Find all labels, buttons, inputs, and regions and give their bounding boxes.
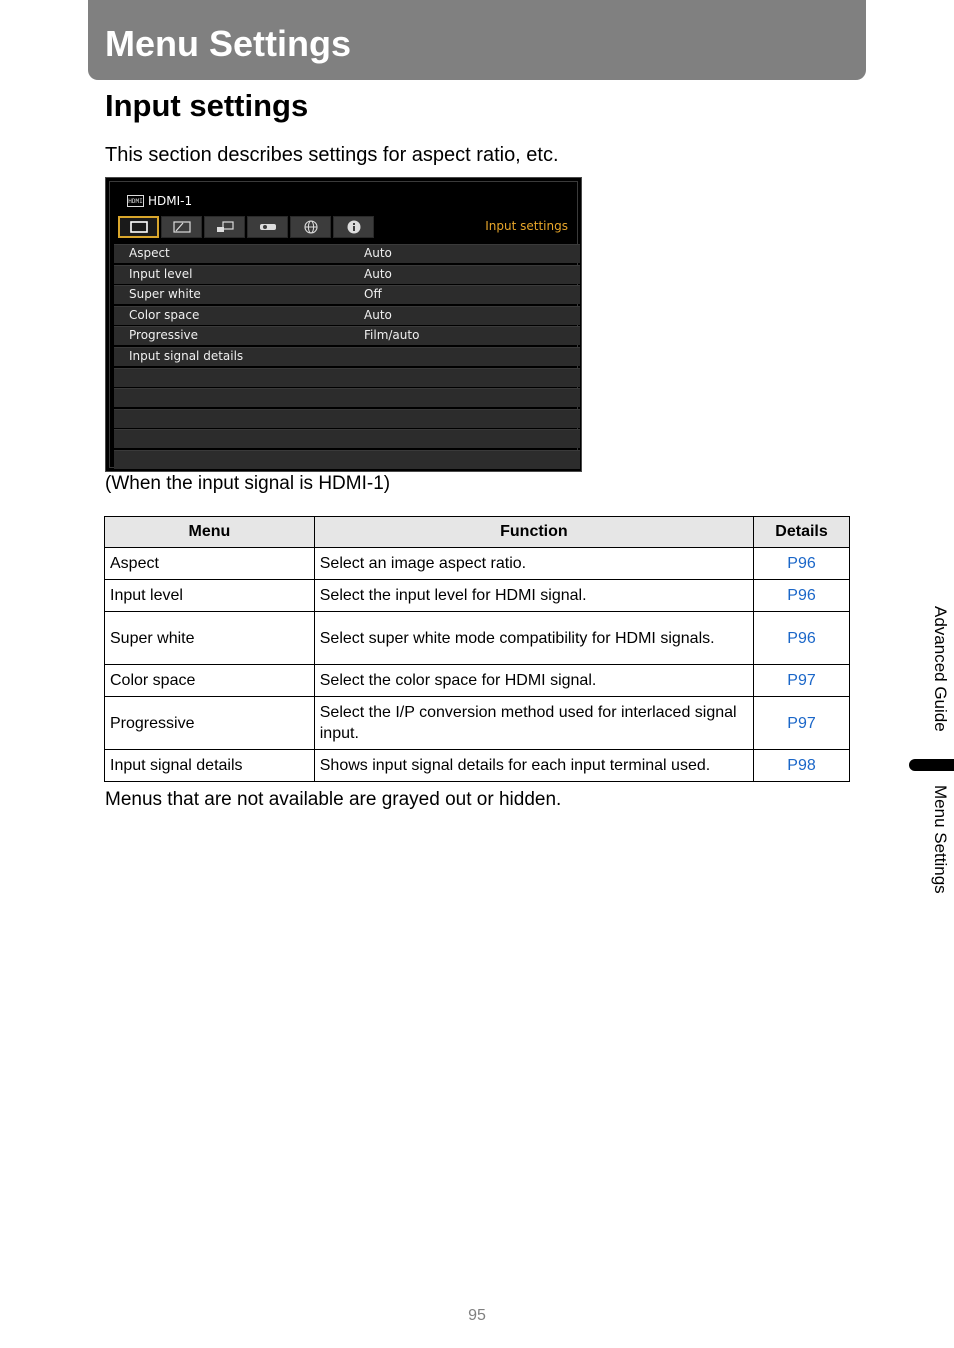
chapter-title: Menu Settings (105, 23, 352, 64)
details-link[interactable]: P97 (754, 665, 850, 697)
settings-table (104, 516, 850, 782)
function-cell: Select the I/P conversion method used for interlaced signal input. (314, 697, 753, 750)
menu-row-empty (114, 368, 580, 387)
column-header-menu: Menu (105, 517, 315, 548)
menu-row-value: Auto (364, 266, 392, 281)
screen-icon (130, 221, 148, 233)
side-tab-marker (909, 759, 954, 771)
info-tab[interactable] (333, 216, 374, 238)
menu-cell: Aspect (105, 548, 315, 580)
menu-row-value: Auto (364, 307, 392, 322)
menu-row-label: Color space (129, 307, 200, 322)
hdmi-icon: HDMI (127, 195, 144, 207)
info-icon (347, 220, 361, 234)
side-tab-advanced-guide[interactable]: Advanced Guide (931, 606, 950, 732)
screen-frame (109, 181, 578, 468)
menu-row-empty (114, 388, 580, 407)
function-cell: Select the color space for HDMI signal. (314, 665, 753, 697)
adjust-tab[interactable] (161, 216, 202, 238)
page-number: 95 (468, 1307, 486, 1324)
image-tab[interactable] (118, 216, 159, 238)
details-link[interactable]: P97 (754, 697, 850, 750)
menu-tab-bar (118, 216, 374, 238)
section-title: Input settings (105, 88, 309, 123)
table-row (105, 665, 850, 697)
menu-row-label: Progressive (129, 328, 199, 343)
install-tab[interactable] (204, 216, 245, 238)
section-intro: This section describes settings for aspect ratio, etc. (105, 144, 559, 166)
projector-icon (259, 221, 277, 233)
menu-row-label: Input signal details (129, 348, 244, 363)
header-bar (88, 0, 866, 80)
menu-row-color-space[interactable] (114, 306, 580, 325)
image-adjust-icon (173, 221, 191, 233)
menu-row-empty (114, 409, 580, 428)
function-cell: Select an image aspect ratio. (314, 548, 753, 580)
menu-cell: Input signal details (105, 750, 315, 782)
function-cell: Select super white mode compatibility for HDMI signals. (314, 612, 753, 665)
network-tab[interactable] (290, 216, 331, 238)
function-cell: Select the input level for HDMI signal. (314, 580, 753, 612)
menu-cell: Progressive (105, 697, 315, 750)
input-source-label: HDMI-1 (148, 194, 193, 208)
table-row (105, 750, 850, 782)
menu-row-input-level[interactable] (114, 265, 580, 284)
menu-row-value: Off (364, 287, 382, 302)
menu-row-empty (114, 429, 580, 448)
projector-screen-icon (216, 221, 234, 233)
menu-row-super-white[interactable] (114, 285, 580, 304)
input-source-indicator (127, 193, 192, 209)
details-link[interactable]: P96 (754, 548, 850, 580)
menu-row-label: Super white (129, 287, 201, 302)
table-row (105, 697, 850, 750)
menu-row-label: Input level (129, 266, 193, 281)
menu-row-value: Film/auto (364, 328, 420, 343)
menu-screenshot (105, 177, 582, 472)
availability-note: Menus that are not available are grayed out or hidden. (105, 789, 562, 810)
menu-row-progressive[interactable] (114, 326, 580, 345)
column-header-function: Function (314, 517, 753, 548)
details-link[interactable]: P98 (754, 750, 850, 782)
menu-row-aspect[interactable] (114, 244, 580, 263)
globe-icon (304, 220, 318, 234)
menu-list (114, 244, 580, 471)
menu-cell: Input level (105, 580, 315, 612)
table-header-row (105, 517, 850, 548)
screenshot-caption: (When the input signal is HDMI-1) (105, 473, 391, 494)
details-link[interactable]: P96 (754, 580, 850, 612)
table-row (105, 548, 850, 580)
menu-row-empty (114, 450, 580, 469)
menu-row-value: Auto (364, 246, 392, 260)
column-header-details: Details (754, 517, 850, 548)
menu-row-label: Aspect (129, 246, 170, 260)
function-cell: Shows input signal details for each input terminal used. (314, 750, 753, 782)
details-link[interactable]: P96 (754, 612, 850, 665)
table-row (105, 612, 850, 665)
menu-cell: Super white (105, 612, 315, 665)
panel-title: Input settings (485, 219, 568, 233)
menu-row-input-signal-details[interactable] (114, 347, 580, 366)
table-row (105, 580, 850, 612)
menu-cell: Color space (105, 665, 315, 697)
side-tab-menu-settings[interactable]: Menu Settings (931, 785, 950, 894)
system-tab[interactable] (247, 216, 288, 238)
